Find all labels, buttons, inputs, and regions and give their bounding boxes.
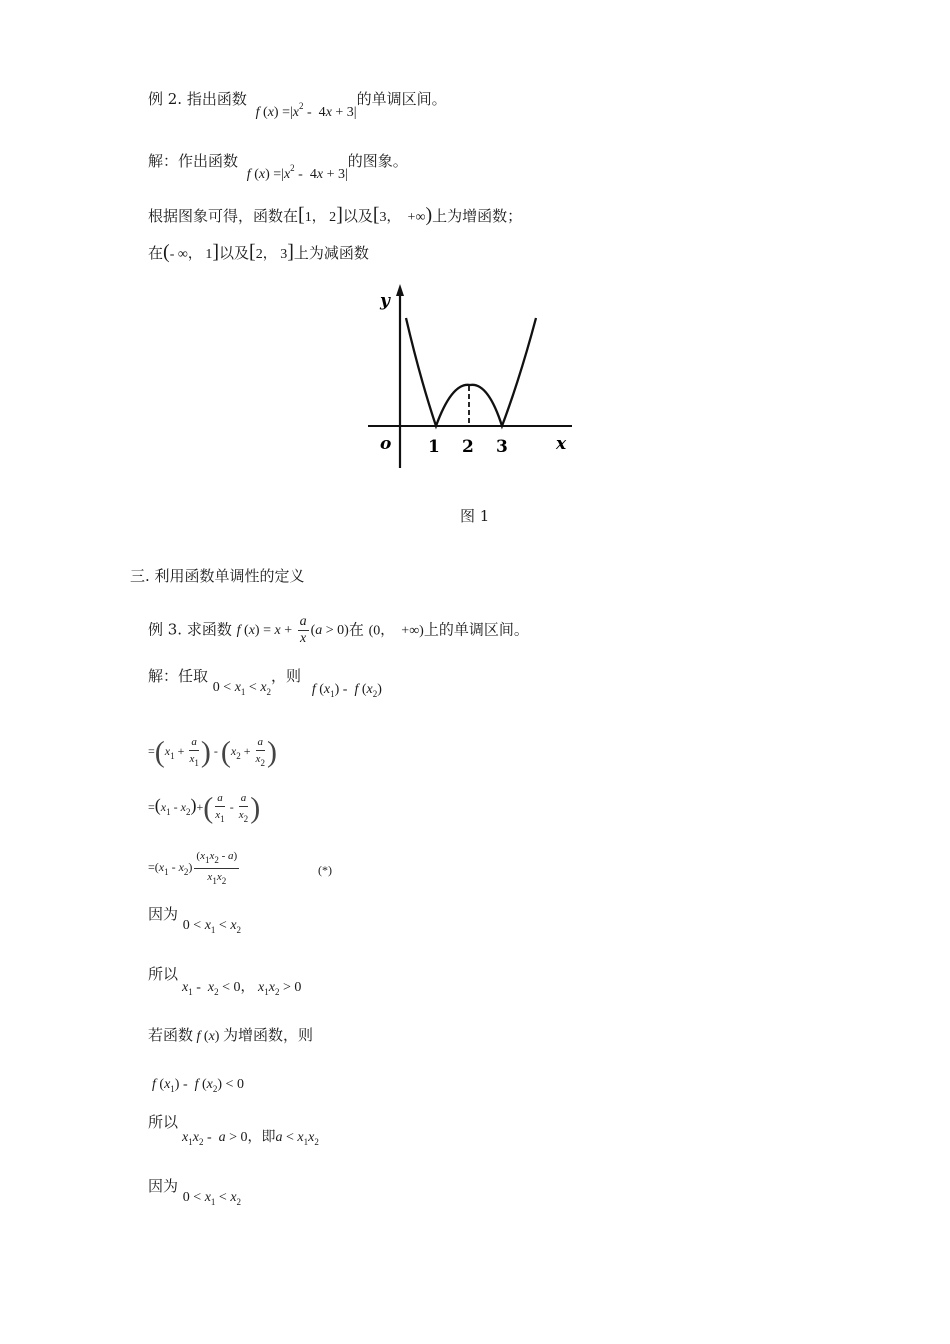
- derivation-step-1: $=(x_1$ + $\frac{a}{x_1}$ ) - ($x_2$ + $\frac{a}{x_2}$ ): [148, 735, 277, 769]
- formula-abs-quadratic: f $(x) =|x^2 - 4x + 3|$: [255, 101, 357, 120]
- formula-x1-lt-x2-b: $0 < x_1 < x_2$: [182, 918, 242, 935]
- so-label-1: 所以: [148, 965, 179, 983]
- example2-question: [148, 84, 447, 120]
- decreasing-suffix: 上为减函数: [293, 244, 369, 262]
- star-marker: (*): [318, 863, 332, 877]
- if-increasing-line: [148, 1025, 313, 1047]
- formula-x1-lt-x2-c: $0 < x_1 < x_2$: [182, 1190, 242, 1207]
- y-axis-label: y: [380, 291, 390, 311]
- formula-abs-quadratic-2: f $(x) =|x^2 - 4x + 3|$: [246, 163, 348, 182]
- curve: [406, 318, 536, 426]
- tick-label-3: 3: [496, 437, 508, 457]
- interval-1-2: [1， 2]: [298, 204, 343, 226]
- figure-caption: 图 1: [460, 507, 490, 525]
- example2-solution: [148, 146, 408, 182]
- increasing-mid: 以及: [342, 207, 373, 225]
- so-line-2: [148, 1112, 178, 1132]
- interval-0-inf: (0， +∞): [368, 623, 424, 639]
- formula-x-plus-a-over-x: f (x) = x + $\frac{a}{x}$ (a > 0): [236, 614, 349, 646]
- because-line-2: [148, 1176, 242, 1207]
- if-text-pre: 若函数: [148, 1026, 194, 1044]
- derivation-step-3: $=(x_1 - x_2)$ $\frac{(x_1x_2 - a)}{x_1x_2}$: [148, 850, 238, 886]
- tick-label-1: 1: [428, 437, 440, 457]
- formula-diff-neg-prod-pos: $x_1 - x_2 < 0$， $x_1x_2 > 0$: [182, 980, 302, 997]
- formula-fx1-minus-fx2-lt-0: f $(x_1)$ - f $(x_2) < 0$: [152, 1077, 244, 1094]
- decreasing-prefix: 在: [148, 244, 164, 262]
- decreasing-intervals: [148, 242, 369, 265]
- x-axis-label: x: [556, 434, 567, 454]
- increasing-prefix: 根据图象可得，函数在: [148, 207, 299, 225]
- origin-label: o: [380, 434, 392, 454]
- increasing-intervals: [148, 205, 522, 228]
- because-line-1: [148, 904, 242, 935]
- formula-x1x2-minus-a: $x_1x_2 - a > 0$，即$a < x_1x_2$: [182, 1129, 319, 1147]
- y-axis-arrow: [396, 284, 404, 296]
- decreasing-mid: 以及: [219, 244, 250, 262]
- interval-3-inf: [3， +∞): [372, 204, 433, 226]
- increasing-suffix: 上为增函数；: [432, 207, 523, 225]
- ji-label: ，即: [247, 1129, 276, 1145]
- tick-label-2: 2: [462, 437, 474, 457]
- formula-fx: f (x): [196, 1029, 223, 1044]
- because-label-2: 因为: [148, 1177, 179, 1195]
- example3-question-suffix: 上的单调区间。: [423, 620, 529, 639]
- so-line-1: [148, 964, 178, 984]
- solution-prefix: 解：任取: [148, 667, 209, 685]
- function-graph: [360, 282, 590, 477]
- interval-2-3: [2， 3]: [249, 241, 294, 263]
- example2-solution-suffix: 的图象。: [347, 152, 408, 170]
- if-text-post: 为增函数，则: [222, 1026, 313, 1044]
- derivation-step-2: $=(x_1 - x_2)+$( $\frac{a}{x_1}$ - $\frac{a}{x_2}$ ): [148, 791, 261, 825]
- solution-mid: ，则: [271, 667, 302, 685]
- example3-question: [148, 614, 529, 650]
- formula-x1-lt-x2: $0 < x_1 < x_2$: [212, 680, 272, 697]
- example2-solution-prefix: 解：作出函数: [148, 152, 239, 170]
- example2-question-prefix: 例 2. 指出函数: [148, 90, 247, 108]
- example3-question-prefix: 例 3. 求函数: [148, 620, 232, 639]
- section-title: 三. 利用函数单调性的定义: [130, 567, 305, 585]
- because-label-1: 因为: [148, 905, 179, 923]
- example3-question-mid: 在: [348, 620, 364, 639]
- interval-neginf-1: (- ∞， 1]: [163, 241, 220, 263]
- example2-question-suffix: 的单调区间。: [356, 90, 447, 108]
- so-label-2: 所以: [148, 1113, 179, 1131]
- formula-fx1-minus-fx2: f $(x_1)$ - f $(x_2)$: [311, 682, 382, 699]
- example3-solution: [148, 666, 382, 699]
